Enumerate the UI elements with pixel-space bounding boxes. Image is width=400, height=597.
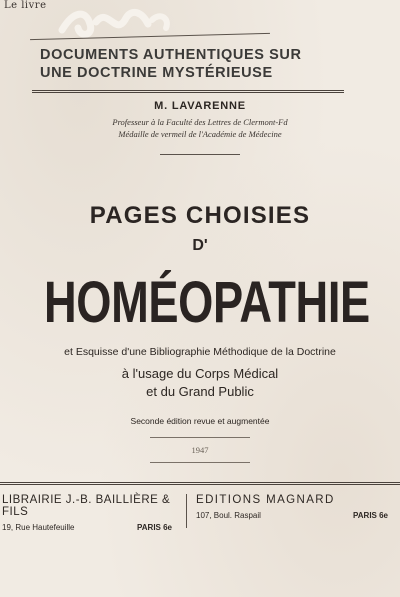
publisher-right-address: 107, Boul. Raspail: [196, 511, 261, 520]
publisher-left-city: PARIS 6e: [137, 523, 172, 532]
publisher-left-name: LIBRAIRIE J.-B. BAILLIÈRE & FILS: [2, 494, 171, 518]
subtitle-line-2: à l'usage du Corps Médical: [121, 366, 279, 381]
subtitle-line-1: et Esquisse d'une Bibliographie Méthodique de la Doctrine: [64, 346, 336, 358]
author-affiliation-2: Médaille de vermeil de l'Académie de Médecine: [118, 129, 282, 139]
main-title: HOMÉOPATHIE: [44, 270, 370, 335]
author-rule: [160, 154, 240, 155]
publisher-right-name: EDITIONS MAGNARD: [196, 494, 335, 506]
year-rule-bottom: [150, 462, 250, 463]
series-line-1: DOCUMENTS AUTHENTIQUES SUR: [40, 47, 302, 63]
subtitle-line-3: et du Grand Public: [146, 384, 254, 399]
handwritten-mark: [56, 2, 176, 46]
publisher-left: [2, 494, 182, 532]
title-line-2: D': [192, 237, 208, 254]
publisher-right-address-line: [196, 511, 400, 520]
author-name: M. LAVARENNE: [154, 100, 246, 112]
header-rule: [32, 90, 344, 93]
publisher-right: [196, 494, 400, 520]
publisher-left-address: 19, Rue Hautefeuille: [2, 523, 75, 532]
footer-rule: [0, 482, 400, 485]
publication-year: 1947: [191, 445, 209, 455]
publisher-right-city: PARIS 6e: [353, 511, 388, 520]
author-affiliation-1: Professeur à la Faculté des Lettres de Clermont-Fd: [112, 117, 288, 127]
corner-watermark: Le livre: [4, 0, 47, 11]
publisher-left-address-line: [2, 523, 182, 532]
publisher-divider: [186, 494, 187, 528]
title-line-1: PAGES CHOISIES: [89, 202, 311, 229]
series-title: [40, 46, 340, 82]
series-line-2: UNE DOCTRINE MYSTÉRIEUSE: [40, 65, 273, 81]
year-rule-top: [150, 437, 250, 438]
edition-note: Seconde édition revue et augmentée: [130, 416, 270, 426]
